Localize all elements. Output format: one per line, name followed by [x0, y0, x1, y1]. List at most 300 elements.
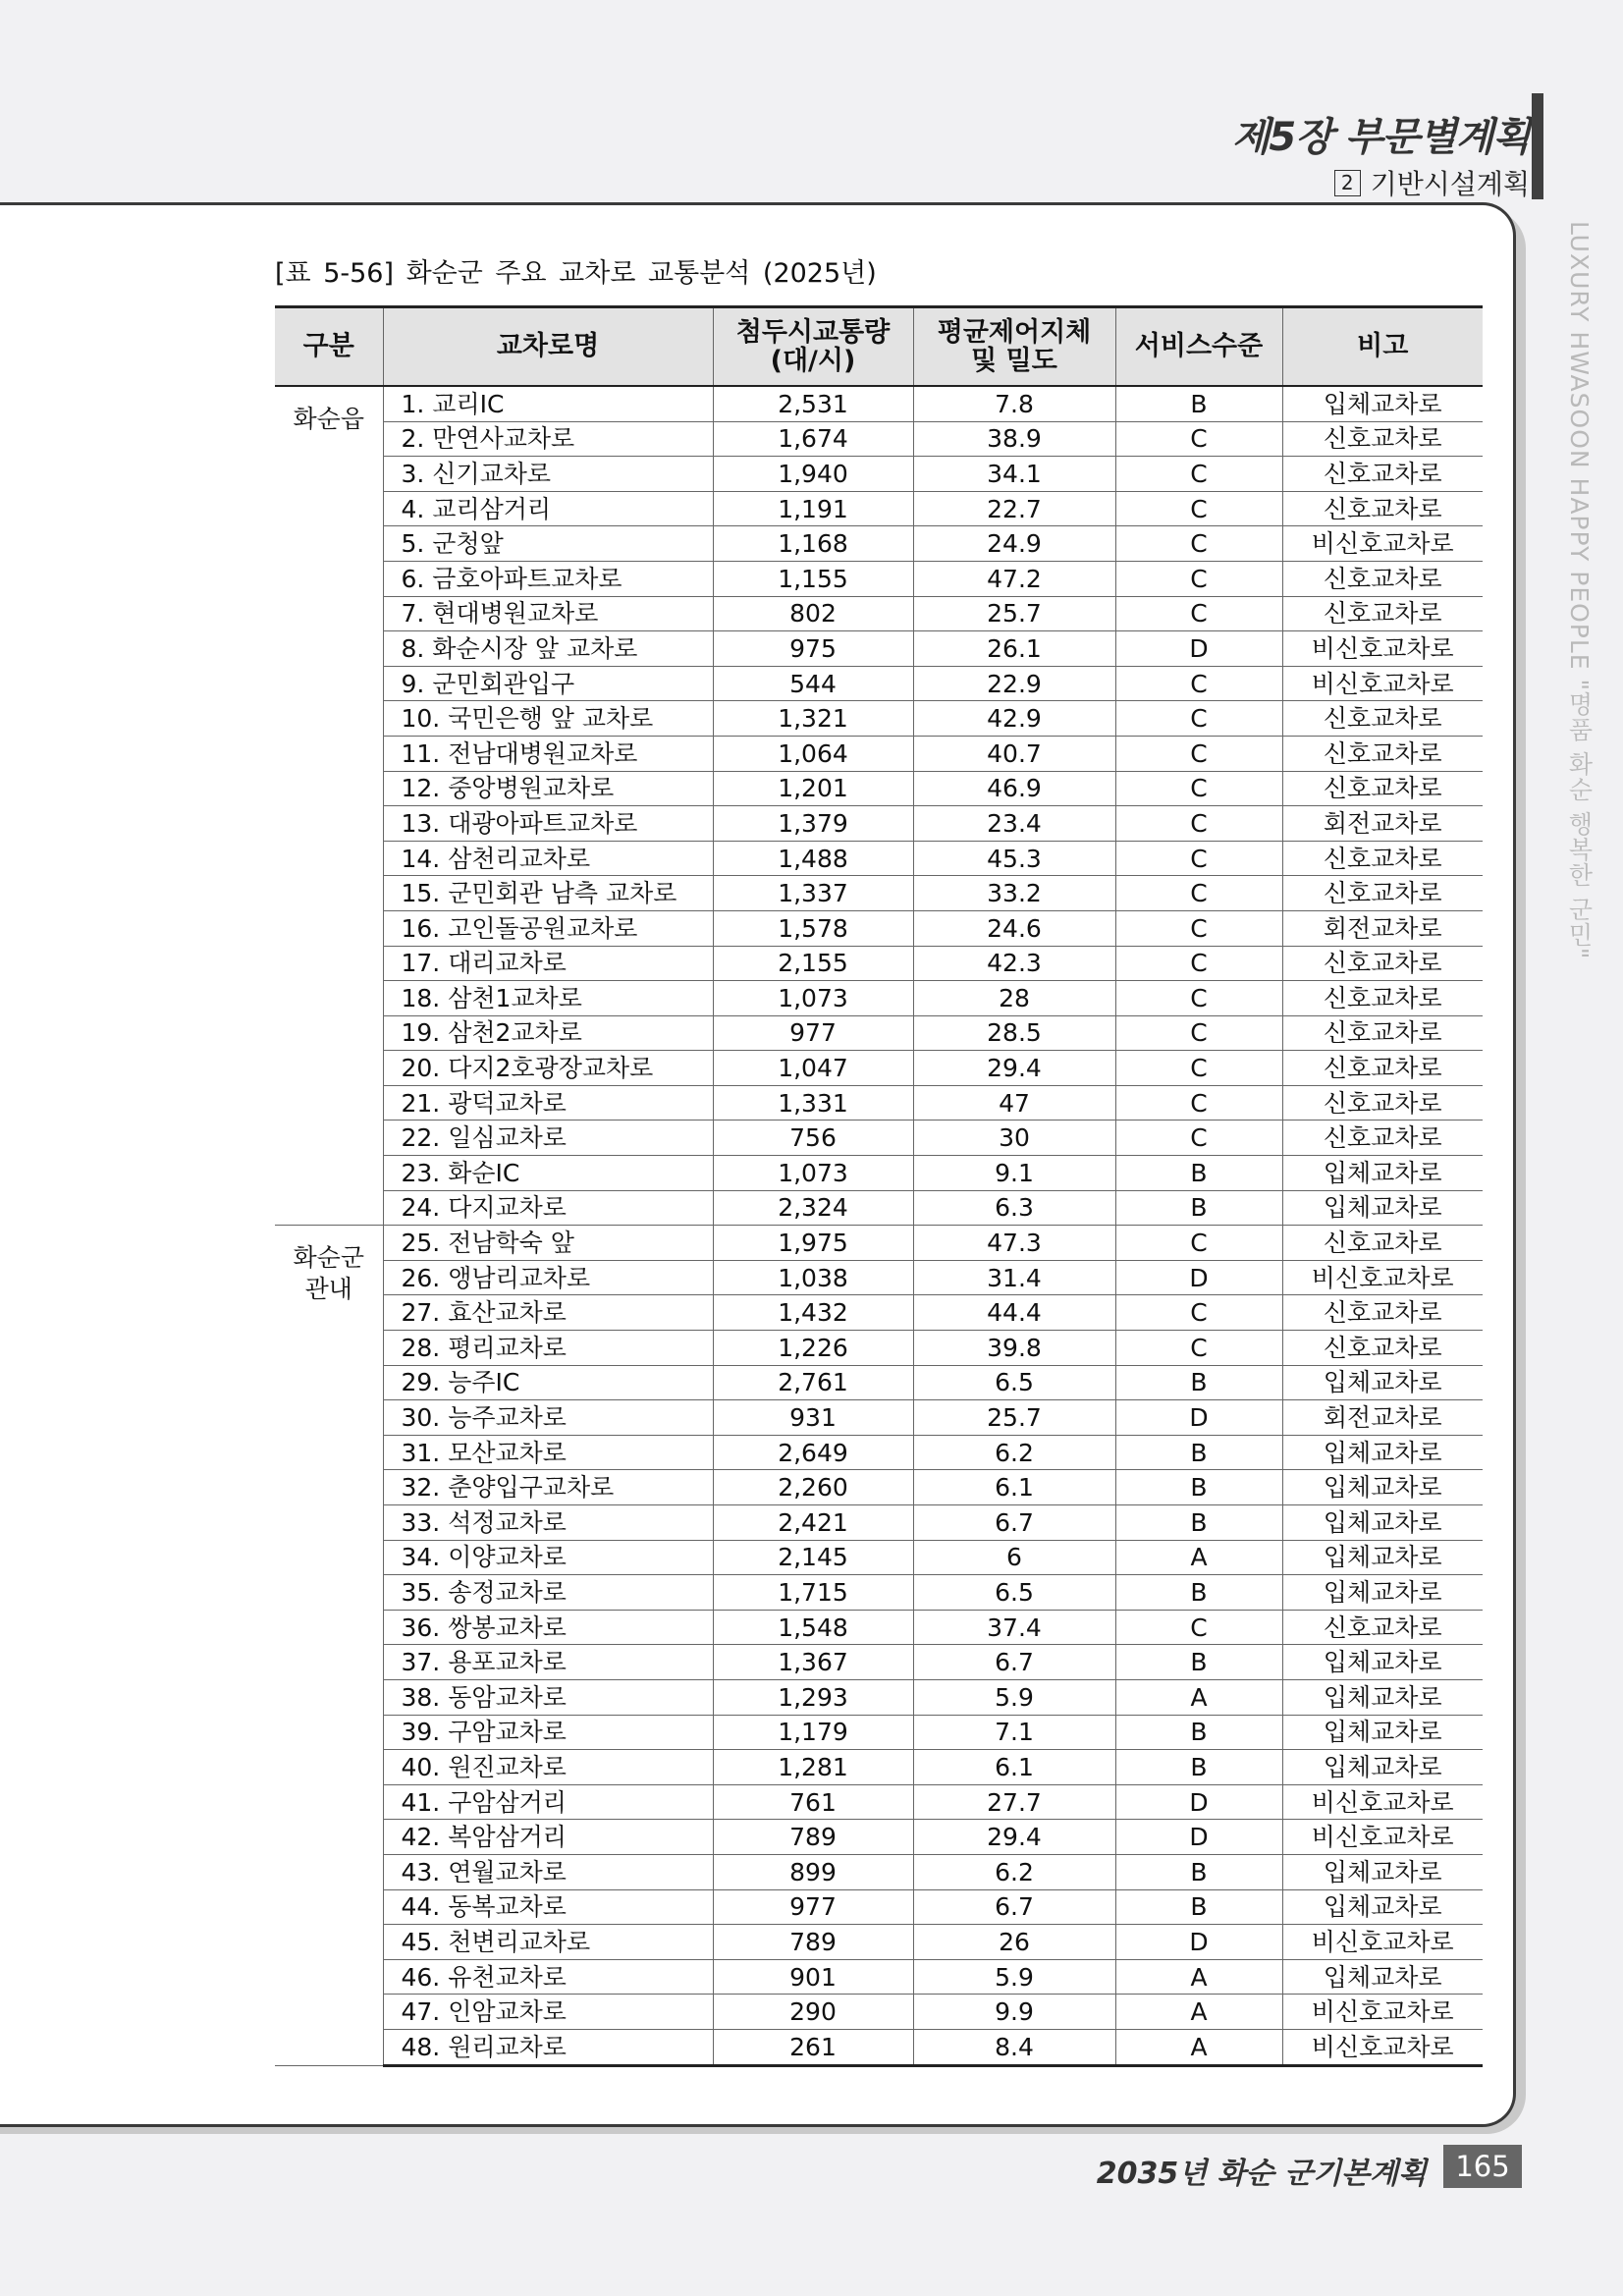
control-delay-cell: 6.1: [913, 1470, 1115, 1505]
control-delay-cell: 7.1: [913, 1715, 1115, 1750]
table-row: [275, 1820, 1483, 1855]
table-row: [275, 1715, 1483, 1750]
service-level-cell: D: [1115, 1784, 1282, 1820]
service-level-cell: A: [1115, 1679, 1282, 1715]
intersection-name-cell: 18. 삼천1교차로: [383, 981, 713, 1016]
remarks-cell: 신호교차로: [1282, 561, 1483, 596]
control-delay-cell: 5.9: [913, 1959, 1115, 1995]
control-delay-cell: 25.7: [913, 596, 1115, 631]
peak-volume-cell: 1,674: [713, 421, 913, 457]
service-level-cell: B: [1115, 1645, 1282, 1680]
peak-volume-cell: 1,226: [713, 1331, 913, 1366]
table-row: [275, 1959, 1483, 1995]
table-row: [275, 1015, 1483, 1051]
control-delay-cell: 24.6: [913, 910, 1115, 946]
table-caption: [표 5-56] 화순군 주요 교차로 교통분석 (2025년): [275, 258, 877, 289]
intersection-name-cell: 2. 만연사교차로: [383, 421, 713, 457]
control-delay-cell: 47.2: [913, 561, 1115, 596]
service-level-cell: C: [1115, 561, 1282, 596]
table-row: [275, 1750, 1483, 1785]
peak-volume-cell: 1,321: [713, 701, 913, 737]
intersection-name-cell: 40. 원진교차로: [383, 1750, 713, 1785]
control-delay-cell: 6.5: [913, 1575, 1115, 1611]
service-level-cell: C: [1115, 491, 1282, 526]
table-row: [275, 981, 1483, 1016]
control-delay-cell: 6.3: [913, 1190, 1115, 1226]
table-row: [275, 666, 1483, 701]
service-level-cell: C: [1115, 910, 1282, 946]
peak-volume-cell: 1,975: [713, 1226, 913, 1261]
intersection-name-cell: 35. 송정교차로: [383, 1575, 713, 1611]
service-level-cell: B: [1115, 1854, 1282, 1889]
peak-volume-cell: 1,179: [713, 1715, 913, 1750]
section-number-box: 2: [1334, 170, 1361, 196]
control-delay-cell: 39.8: [913, 1331, 1115, 1366]
intersection-name-cell: 28. 평리교차로: [383, 1331, 713, 1366]
peak-volume-cell: 1,281: [713, 1750, 913, 1785]
remarks-cell: 입체교차로: [1282, 1889, 1483, 1925]
intersection-name-cell: 47. 인암교차로: [383, 1995, 713, 2030]
table-row: [275, 457, 1483, 492]
service-level-cell: C: [1115, 1085, 1282, 1121]
service-level-cell: D: [1115, 1925, 1282, 1960]
table-row: [275, 1365, 1483, 1400]
service-level-cell: B: [1115, 1190, 1282, 1226]
remarks-cell: 입체교차로: [1282, 1435, 1483, 1470]
control-delay-cell: 40.7: [913, 736, 1115, 771]
remarks-cell: 입체교차로: [1282, 1156, 1483, 1191]
control-delay-cell: 6.7: [913, 1505, 1115, 1541]
remarks-cell: 비신호교차로: [1282, 526, 1483, 562]
table-row: [275, 910, 1483, 946]
intersection-name-cell: 23. 화순IC: [383, 1156, 713, 1191]
peak-volume-cell: 1,155: [713, 561, 913, 596]
column-header-intersection: 교차로명: [383, 307, 713, 387]
remarks-cell: 회전교차로: [1282, 910, 1483, 946]
peak-volume-cell: 2,145: [713, 1540, 913, 1575]
service-level-cell: C: [1115, 1331, 1282, 1366]
table-row: [275, 1085, 1483, 1121]
remarks-cell: 신호교차로: [1282, 1610, 1483, 1645]
table-row: [275, 1540, 1483, 1575]
remarks-cell: 신호교차로: [1282, 1121, 1483, 1156]
remarks-cell: 비신호교차로: [1282, 1995, 1483, 2030]
intersection-name-cell: 38. 동암교차로: [383, 1679, 713, 1715]
intersection-name-cell: 20. 다지2호광장교차로: [383, 1051, 713, 1086]
remarks-cell: 신호교차로: [1282, 946, 1483, 981]
control-delay-cell: 6: [913, 1540, 1115, 1575]
table-row: [275, 1295, 1483, 1331]
peak-volume-cell: 290: [713, 1995, 913, 2030]
service-level-cell: D: [1115, 1260, 1282, 1295]
intersection-name-cell: 22. 일심교차로: [383, 1121, 713, 1156]
intersection-name-cell: 15. 군민회관 남측 교차로: [383, 876, 713, 911]
control-delay-cell: 29.4: [913, 1820, 1115, 1855]
intersection-name-cell: 27. 효산교차로: [383, 1295, 713, 1331]
page-number: 165: [1443, 2145, 1522, 2188]
peak-volume-cell: 761: [713, 1784, 913, 1820]
control-delay-cell: 6.1: [913, 1750, 1115, 1785]
intersection-name-cell: 46. 유천교차로: [383, 1959, 713, 1995]
table-row: [275, 1575, 1483, 1611]
traffic-analysis-table: [275, 305, 1483, 2067]
service-level-cell: C: [1115, 596, 1282, 631]
service-level-cell: C: [1115, 666, 1282, 701]
remarks-cell: 입체교차로: [1282, 1854, 1483, 1889]
service-level-cell: A: [1115, 1540, 1282, 1575]
control-delay-cell: 29.4: [913, 1051, 1115, 1086]
peak-volume-cell: 1,578: [713, 910, 913, 946]
remarks-cell: 신호교차로: [1282, 1295, 1483, 1331]
intersection-name-cell: 36. 쌍봉교차로: [383, 1610, 713, 1645]
column-header-control-delay: 평균제어지체 및 밀도: [913, 307, 1115, 387]
control-delay-cell: 34.1: [913, 457, 1115, 492]
service-level-cell: A: [1115, 2029, 1282, 2065]
intersection-name-cell: 33. 석정교차로: [383, 1505, 713, 1541]
remarks-cell: 입체교차로: [1282, 1470, 1483, 1505]
control-delay-cell: 8.4: [913, 2029, 1115, 2065]
peak-volume-cell: 756: [713, 1121, 913, 1156]
remarks-cell: 입체교차로: [1282, 1365, 1483, 1400]
remarks-cell: 신호교차로: [1282, 1085, 1483, 1121]
table-row: [275, 1260, 1483, 1295]
table-row: [275, 1925, 1483, 1960]
section-title: [1334, 163, 1530, 202]
intersection-name-cell: 6. 금호아파트교차로: [383, 561, 713, 596]
peak-volume-cell: 544: [713, 666, 913, 701]
peak-volume-cell: 1,331: [713, 1085, 913, 1121]
peak-volume-cell: 1,715: [713, 1575, 913, 1611]
remarks-cell: 비신호교차로: [1282, 1260, 1483, 1295]
service-level-cell: C: [1115, 841, 1282, 876]
intersection-name-cell: 42. 복암삼거리: [383, 1820, 713, 1855]
service-level-cell: B: [1115, 1505, 1282, 1541]
intersection-name-cell: 11. 전남대병원교차로: [383, 736, 713, 771]
service-level-cell: C: [1115, 946, 1282, 981]
table-row: [275, 1610, 1483, 1645]
table-row: [275, 1331, 1483, 1366]
remarks-cell: 입체교차로: [1282, 1959, 1483, 1995]
remarks-cell: 입체교차로: [1282, 386, 1483, 421]
control-delay-cell: 24.9: [913, 526, 1115, 562]
service-level-cell: B: [1115, 1156, 1282, 1191]
peak-volume-cell: 2,421: [713, 1505, 913, 1541]
service-level-cell: C: [1115, 1051, 1282, 1086]
table-body: [275, 386, 1483, 2065]
remarks-cell: 신호교차로: [1282, 876, 1483, 911]
remarks-cell: 입체교차로: [1282, 1575, 1483, 1611]
peak-volume-cell: 789: [713, 1925, 913, 1960]
control-delay-cell: 7.8: [913, 386, 1115, 421]
service-level-cell: B: [1115, 1435, 1282, 1470]
control-delay-cell: 26.1: [913, 631, 1115, 667]
peak-volume-cell: 1,038: [713, 1260, 913, 1295]
remarks-cell: 신호교차로: [1282, 421, 1483, 457]
service-level-cell: C: [1115, 1015, 1282, 1051]
side-slogan: LUXURY HWASOON HAPPY PEOPLE "명품 화순 행복한 군민": [1565, 221, 1594, 960]
peak-volume-cell: 1,367: [713, 1645, 913, 1680]
service-level-cell: C: [1115, 806, 1282, 842]
control-delay-cell: 30: [913, 1121, 1115, 1156]
service-level-cell: A: [1115, 1959, 1282, 1995]
service-level-cell: B: [1115, 1715, 1282, 1750]
control-delay-cell: 9.9: [913, 1995, 1115, 2030]
table-row: [275, 631, 1483, 667]
intersection-name-cell: 17. 대리교차로: [383, 946, 713, 981]
intersection-name-cell: 25. 전남학숙 앞: [383, 1226, 713, 1261]
remarks-cell: 입체교차로: [1282, 1505, 1483, 1541]
peak-volume-cell: 1,168: [713, 526, 913, 562]
table-row: [275, 596, 1483, 631]
control-delay-cell: 46.9: [913, 771, 1115, 806]
peak-volume-cell: 1,073: [713, 1156, 913, 1191]
intersection-name-cell: 8. 화순시장 앞 교차로: [383, 631, 713, 667]
intersection-name-cell: 24. 다지교차로: [383, 1190, 713, 1226]
control-delay-cell: 6.7: [913, 1889, 1115, 1925]
control-delay-cell: 37.4: [913, 1610, 1115, 1645]
control-delay-cell: 28: [913, 981, 1115, 1016]
service-level-cell: D: [1115, 1820, 1282, 1855]
remarks-cell: 신호교차로: [1282, 491, 1483, 526]
table-row: [275, 1121, 1483, 1156]
table-row: [275, 1435, 1483, 1470]
table-row: [275, 806, 1483, 842]
service-level-cell: C: [1115, 876, 1282, 911]
remarks-cell: 신호교차로: [1282, 981, 1483, 1016]
peak-volume-cell: 2,761: [713, 1365, 913, 1400]
service-level-cell: C: [1115, 526, 1282, 562]
table-header-row: [275, 307, 1483, 387]
section-title-text: 기반시설계획: [1370, 168, 1530, 200]
control-delay-cell: 25.7: [913, 1400, 1115, 1436]
table-row: [275, 1505, 1483, 1541]
intersection-name-cell: 7. 현대병원교차로: [383, 596, 713, 631]
table-row: [275, 1854, 1483, 1889]
remarks-cell: 입체교차로: [1282, 1750, 1483, 1785]
remarks-cell: 신호교차로: [1282, 701, 1483, 737]
table-row: [275, 1051, 1483, 1086]
peak-volume-cell: 2,531: [713, 386, 913, 421]
control-delay-cell: 28.5: [913, 1015, 1115, 1051]
remarks-cell: 비신호교차로: [1282, 2029, 1483, 2065]
service-level-cell: B: [1115, 1470, 1282, 1505]
remarks-cell: 신호교차로: [1282, 596, 1483, 631]
peak-volume-cell: 261: [713, 2029, 913, 2065]
table-row: [275, 1226, 1483, 1261]
intersection-name-cell: 10. 국민은행 앞 교차로: [383, 701, 713, 737]
table-row: [275, 491, 1483, 526]
remarks-cell: 입체교차로: [1282, 1715, 1483, 1750]
intersection-name-cell: 43. 연월교차로: [383, 1854, 713, 1889]
peak-volume-cell: 2,324: [713, 1190, 913, 1226]
intersection-name-cell: 5. 군청앞: [383, 526, 713, 562]
intersection-name-cell: 31. 모산교차로: [383, 1435, 713, 1470]
header-accent-bar: [1532, 93, 1543, 199]
control-delay-cell: 47.3: [913, 1226, 1115, 1261]
intersection-name-cell: 48. 원리교차로: [383, 2029, 713, 2065]
service-level-cell: A: [1115, 1995, 1282, 2030]
column-header-remarks: 비고: [1282, 307, 1483, 387]
intersection-name-cell: 37. 용포교차로: [383, 1645, 713, 1680]
control-delay-cell: 26: [913, 1925, 1115, 1960]
column-header-peak-volume: 첨두시교통량 (대/시): [713, 307, 913, 387]
intersection-name-cell: 44. 동복교차로: [383, 1889, 713, 1925]
service-level-cell: B: [1115, 1365, 1282, 1400]
service-level-cell: B: [1115, 386, 1282, 421]
peak-volume-cell: 899: [713, 1854, 913, 1889]
peak-volume-cell: 901: [713, 1959, 913, 1995]
service-level-cell: C: [1115, 736, 1282, 771]
table-row: [275, 736, 1483, 771]
service-level-cell: B: [1115, 1889, 1282, 1925]
table-row: [275, 421, 1483, 457]
table-row: [275, 1784, 1483, 1820]
intersection-name-cell: 16. 고인돌공원교차로: [383, 910, 713, 946]
peak-volume-cell: 1,073: [713, 981, 913, 1016]
control-delay-cell: 22.9: [913, 666, 1115, 701]
peak-volume-cell: 789: [713, 1820, 913, 1855]
peak-volume-cell: 1,293: [713, 1679, 913, 1715]
peak-volume-cell: 931: [713, 1400, 913, 1436]
service-level-cell: B: [1115, 1750, 1282, 1785]
peak-volume-cell: 975: [713, 631, 913, 667]
peak-volume-cell: 1,488: [713, 841, 913, 876]
table-row: [275, 1190, 1483, 1226]
control-delay-cell: 38.9: [913, 421, 1115, 457]
remarks-cell: 신호교차로: [1282, 1331, 1483, 1366]
control-delay-cell: 6.2: [913, 1435, 1115, 1470]
control-delay-cell: 31.4: [913, 1260, 1115, 1295]
control-delay-cell: 27.7: [913, 1784, 1115, 1820]
group-label: 화순읍: [275, 386, 383, 1226]
column-header-category: 구분: [275, 307, 383, 387]
table-row: [275, 2029, 1483, 2065]
peak-volume-cell: 1,047: [713, 1051, 913, 1086]
intersection-name-cell: 32. 춘양입구교차로: [383, 1470, 713, 1505]
remarks-cell: 신호교차로: [1282, 457, 1483, 492]
service-level-cell: C: [1115, 457, 1282, 492]
intersection-name-cell: 21. 광덕교차로: [383, 1085, 713, 1121]
service-level-cell: C: [1115, 421, 1282, 457]
intersection-name-cell: 4. 교리삼거리: [383, 491, 713, 526]
intersection-name-cell: 26. 앵남리교차로: [383, 1260, 713, 1295]
table-row: [275, 386, 1483, 421]
remarks-cell: 신호교차로: [1282, 841, 1483, 876]
peak-volume-cell: 977: [713, 1015, 913, 1051]
control-delay-cell: 23.4: [913, 806, 1115, 842]
service-level-cell: C: [1115, 1610, 1282, 1645]
control-delay-cell: 42.9: [913, 701, 1115, 737]
remarks-cell: 비신호교차로: [1282, 1925, 1483, 1960]
remarks-cell: 회전교차로: [1282, 1400, 1483, 1436]
peak-volume-cell: 1,191: [713, 491, 913, 526]
table-row: [275, 771, 1483, 806]
table-row: [275, 1470, 1483, 1505]
remarks-cell: 비신호교차로: [1282, 1784, 1483, 1820]
control-delay-cell: 6.2: [913, 1854, 1115, 1889]
remarks-cell: 신호교차로: [1282, 736, 1483, 771]
intersection-name-cell: 9. 군민회관입구: [383, 666, 713, 701]
peak-volume-cell: 1,432: [713, 1295, 913, 1331]
remarks-cell: 신호교차로: [1282, 1226, 1483, 1261]
peak-volume-cell: 802: [713, 596, 913, 631]
table-row: [275, 701, 1483, 737]
table-row: [275, 1889, 1483, 1925]
table-row: [275, 1156, 1483, 1191]
service-level-cell: C: [1115, 1295, 1282, 1331]
column-header-service-level: 서비스수준: [1115, 307, 1282, 387]
control-delay-cell: 42.3: [913, 946, 1115, 981]
intersection-name-cell: 1. 교리IC: [383, 386, 713, 421]
table-row: [275, 1679, 1483, 1715]
control-delay-cell: 5.9: [913, 1679, 1115, 1715]
peak-volume-cell: 2,260: [713, 1470, 913, 1505]
remarks-cell: 입체교차로: [1282, 1190, 1483, 1226]
peak-volume-cell: 2,649: [713, 1435, 913, 1470]
chapter-title: 제5장 부문별계획: [1231, 115, 1530, 160]
intersection-name-cell: 14. 삼천리교차로: [383, 841, 713, 876]
peak-volume-cell: 977: [713, 1889, 913, 1925]
intersection-name-cell: 39. 구암교차로: [383, 1715, 713, 1750]
intersection-name-cell: 3. 신기교차로: [383, 457, 713, 492]
table-row: [275, 1400, 1483, 1436]
remarks-cell: 신호교차로: [1282, 771, 1483, 806]
table-row: [275, 876, 1483, 911]
table-row: [275, 526, 1483, 562]
service-level-cell: C: [1115, 771, 1282, 806]
intersection-name-cell: 41. 구암삼거리: [383, 1784, 713, 1820]
service-level-cell: D: [1115, 631, 1282, 667]
service-level-cell: C: [1115, 1226, 1282, 1261]
peak-volume-cell: 1,337: [713, 876, 913, 911]
control-delay-cell: 22.7: [913, 491, 1115, 526]
control-delay-cell: 6.5: [913, 1365, 1115, 1400]
table-row: [275, 1995, 1483, 2030]
remarks-cell: 입체교차로: [1282, 1679, 1483, 1715]
peak-volume-cell: 1,379: [713, 806, 913, 842]
remarks-cell: 비신호교차로: [1282, 666, 1483, 701]
control-delay-cell: 47: [913, 1085, 1115, 1121]
control-delay-cell: 45.3: [913, 841, 1115, 876]
control-delay-cell: 9.1: [913, 1156, 1115, 1191]
intersection-name-cell: 29. 능주IC: [383, 1365, 713, 1400]
remarks-cell: 비신호교차로: [1282, 631, 1483, 667]
intersection-name-cell: 45. 천변리교차로: [383, 1925, 713, 1960]
service-level-cell: C: [1115, 981, 1282, 1016]
remarks-cell: 입체교차로: [1282, 1645, 1483, 1680]
intersection-name-cell: 12. 중앙병원교차로: [383, 771, 713, 806]
intersection-name-cell: 13. 대광아파트교차로: [383, 806, 713, 842]
remarks-cell: 신호교차로: [1282, 1015, 1483, 1051]
control-delay-cell: 33.2: [913, 876, 1115, 911]
table-row: [275, 946, 1483, 981]
table-row: [275, 561, 1483, 596]
service-level-cell: C: [1115, 1121, 1282, 1156]
remarks-cell: 비신호교차로: [1282, 1820, 1483, 1855]
remarks-cell: 입체교차로: [1282, 1540, 1483, 1575]
intersection-name-cell: 19. 삼천2교차로: [383, 1015, 713, 1051]
peak-volume-cell: 1,064: [713, 736, 913, 771]
service-level-cell: D: [1115, 1400, 1282, 1436]
service-level-cell: C: [1115, 701, 1282, 737]
control-delay-cell: 44.4: [913, 1295, 1115, 1331]
peak-volume-cell: 1,201: [713, 771, 913, 806]
remarks-cell: 신호교차로: [1282, 1051, 1483, 1086]
peak-volume-cell: 2,155: [713, 946, 913, 981]
group-label: 화순군 관내: [275, 1226, 383, 2065]
control-delay-cell: 6.7: [913, 1645, 1115, 1680]
peak-volume-cell: 1,548: [713, 1610, 913, 1645]
